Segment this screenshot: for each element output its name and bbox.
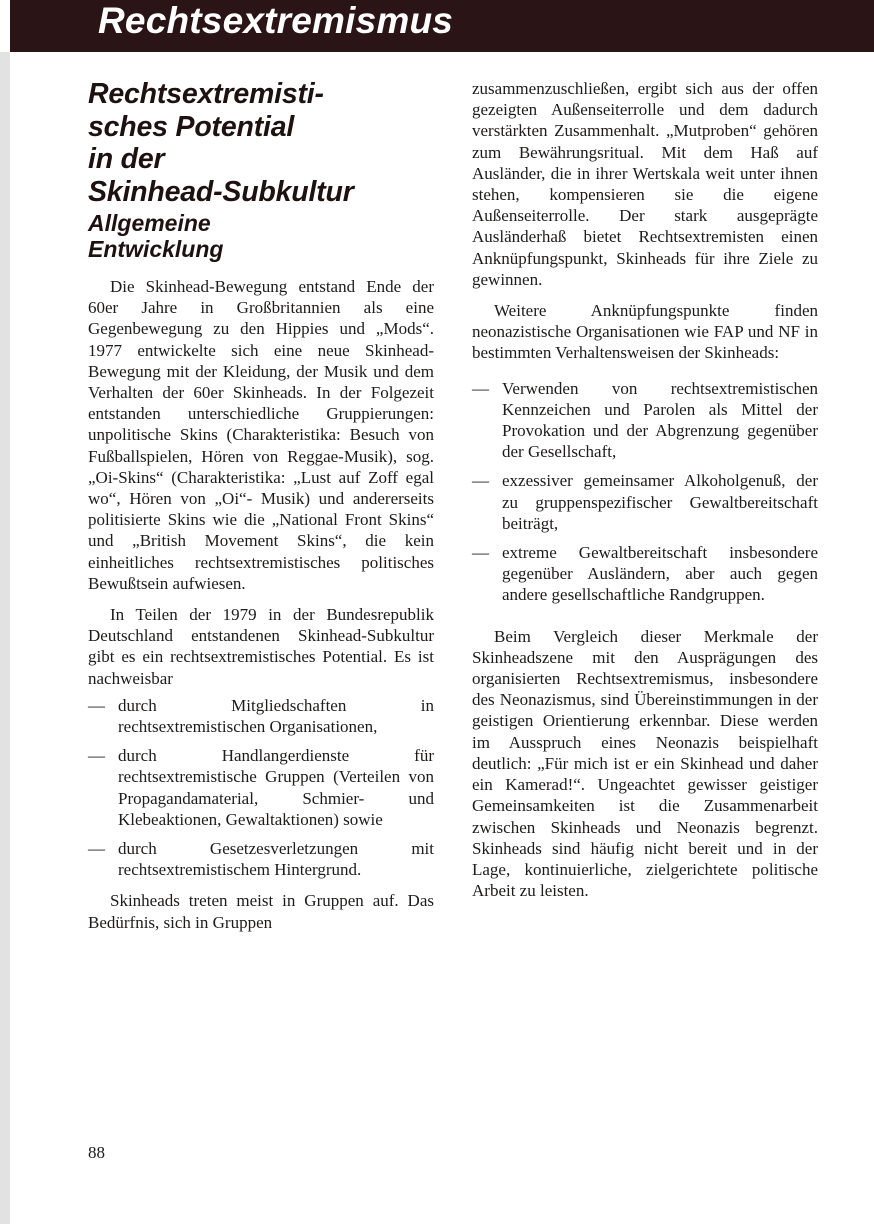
- paragraph: Beim Vergleich dieser Merkmale der Skinheadszene mit den Ausprägungen des organisierten Rechtsextremismus, insbesondere des Neonazismus, sind Übereinstimmungen in der geistigen Orientierung erkennbar. Diese werden im Ausspruch eines Neonazis beispielhaft deutlich: „Für mich ist er ein Skinhead und daher ein Kamerad!“. Ungeachtet gewisser geistiger Gemeinsamkeiten ist die Zusammenarbeit zwischen Skinheads und Neonazis begrenzt. Skinheads sind häufig nicht bereit und in der Lage, kontinuierliche, zielgerichtete politische Arbeit zu leisten.: [472, 626, 818, 901]
- list-item: — durch Handlangerdienste für rechtsextremistische Gruppen (Verteilen von Propagandamaterial, Schmier- und Klebeaktionen, Gewaltaktionen) sowie: [88, 745, 434, 830]
- list-item: — durch Mitgliedschaften in rechtsextremistischen Organisationen,: [88, 695, 434, 737]
- list-item: — durch Gesetzesverletzungen mit rechtsextremistischem Hintergrund.: [88, 838, 434, 880]
- paragraph: zusammenzuschließen, ergibt sich aus der offen gezeigten Außenseiterrolle und dem dadurch verstärkten Zusammenhalt. „Mutproben“ gehören zum Bewährungsritual. Mit dem Haß auf Ausländer, die in ihrer Wertskala weit unter ihnen stehen, kompensieren sie die eigene Außenseiterrolle. Der stark ausgeprägte Ausländerhaß bietet Rechtsextremisten einen Anknüpfungspunkt, Skinheads für ihre Ziele zu gewinnen.: [472, 79, 818, 289]
- dash-list: [88, 695, 434, 881]
- paragraph: Skinheads treten meist in Gruppen auf. Das Bedürfnis, sich in Gruppen: [88, 891, 434, 932]
- list-item: — Verwenden von rechtsextremistischen Kennzeichen und Parolen als Mittel der Provokation und der Abgrenzung gegenüber der Gesellschaft,: [472, 378, 818, 463]
- paragraph: Die Skinhead-Bewegung entstand Ende der 60er Jahre in Großbritannien als eine Gegenbewegung zu den Hippies und „Mods“. 1977 entwickelte sich eine neue Skinhead-Bewegung mit der Kleidung, der Musik und dem Verhalten der 60er Skinheads. In der Folgezeit entstanden unterschiedliche Gruppierungen: unpolitische Skins (Charakteristika: Besuch von Fußballspielen, Hören von Reggae-Musik), sog. „Oi-Skins“ (Charakteristika: „Lust auf Zoff egal wo“, Hören von „Oi“- Musik) und andererseits politisierte Skins wie die „National Front Skins“ und „British Movement Skins“, die kein einheitliches rechtsextremistisches politisches Bewußtsein aufwiesen.: [88, 277, 434, 593]
- section-title: Allgemeine Entwicklung: [88, 210, 224, 262]
- running-header-title: Rechtsextremismus: [98, 0, 454, 41]
- dash-list: [472, 378, 818, 606]
- header-band: [10, 0, 874, 52]
- paragraph: In Teilen der 1979 in der Bundesrepublik Deutschland entstandenen Skinhead-Subkultur gibt es ein rechtsextremistisches Potential. Es ist nachweisbar: [88, 605, 434, 688]
- right-column: [472, 78, 818, 911]
- list-item: — exzessiver gemeinsamer Alkoholgenuß, der zu gruppenspezifischer Gewaltbereitschaft beiträgt,: [472, 470, 818, 534]
- article-title: Rechtsextremisti- sches Potential in der Skinhead-Subkultur: [88, 78, 354, 208]
- left-column: [88, 72, 434, 943]
- paragraph: Weitere Anknüpfungspunkte finden neonazistische Organisationen wie FAP und NF in bestimmten Verhaltensweisen der Skinheads:: [472, 301, 818, 363]
- page-number: 88: [88, 1143, 105, 1162]
- list-item: — extreme Gewaltbereitschaft insbesondere gegenüber Ausländern, aber auch gegen andere gesellschaftliche Randgruppen.: [472, 542, 818, 606]
- page-edge: [0, 52, 10, 1224]
